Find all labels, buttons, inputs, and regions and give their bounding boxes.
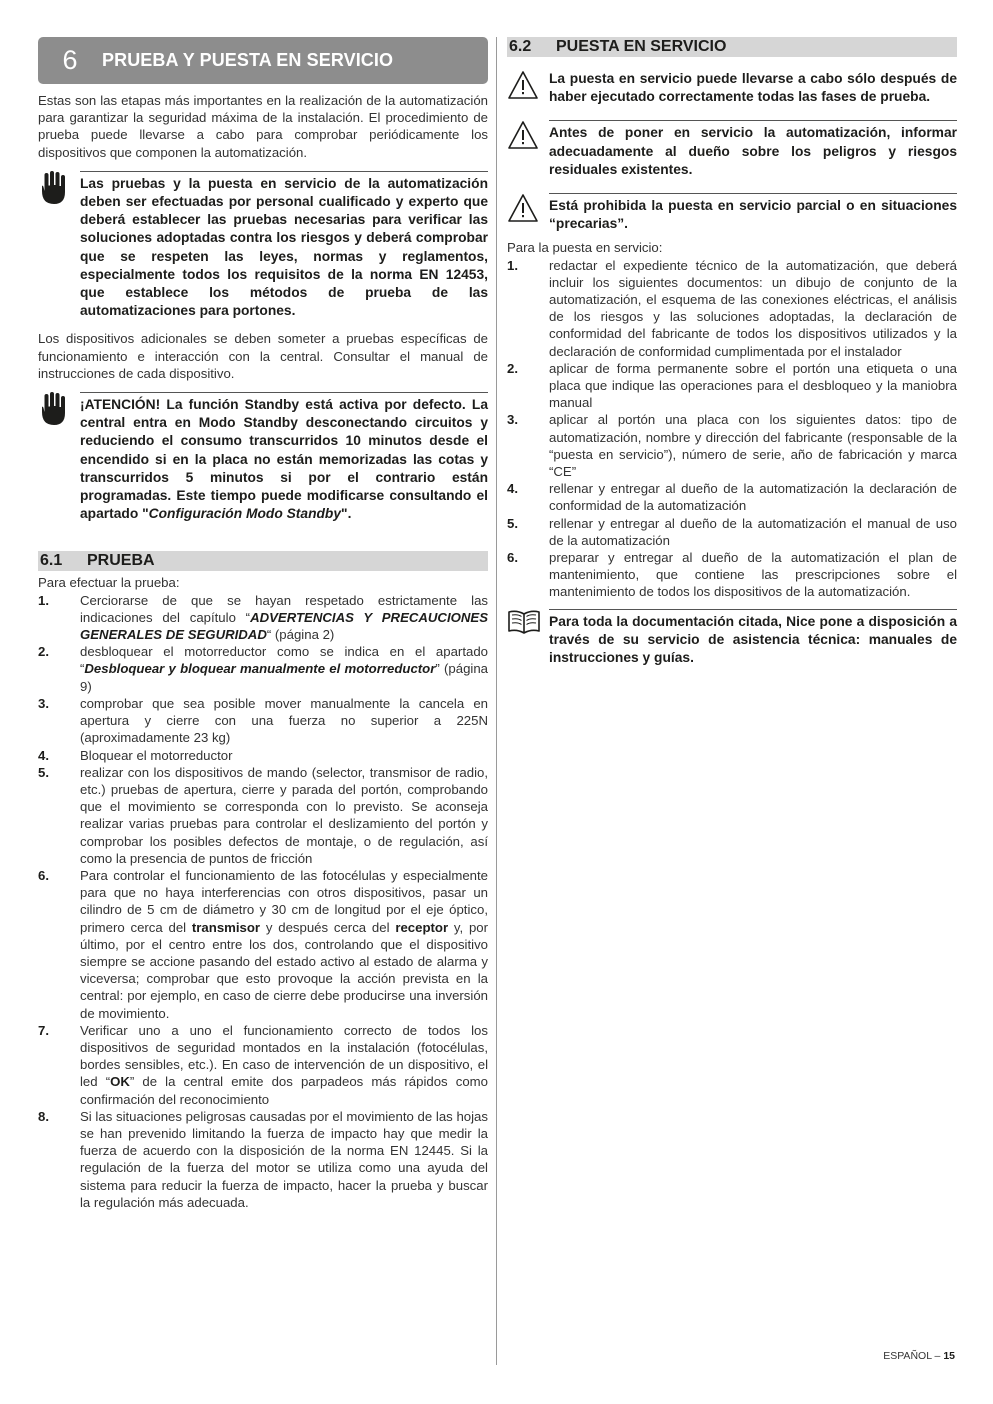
warning-notice [507, 193, 957, 233]
step-text [80, 867, 488, 1022]
commissioning-steps-list [507, 257, 957, 601]
step-text-part: desbloquear el motorreductor como se indica en el apartado “ [80, 644, 488, 677]
step-text: Bloquear el motorreductor [80, 747, 233, 763]
chapter-header [38, 37, 488, 84]
step-number: 7. [38, 1022, 49, 1038]
list-item [507, 515, 957, 549]
step-number: 1. [507, 257, 518, 273]
step-text-part: Cerciorarse de que se hayan respetado estrictamente las indicaciones del capítulo “ [80, 592, 488, 625]
book-notice-text: Para toda la documentación citada, Nice pone a disposición a través de su servicio de asistencia técnica: manuales de instrucciones y guías. [549, 609, 957, 668]
bold-term: OK [110, 1074, 130, 1090]
step-text: comprobar que sea posible mover manualmente la cancela en apertura y cierre con una fuerza no superior a 225N (aproximadamente 23 kg) [80, 695, 488, 746]
section-number: 6.2 [509, 38, 532, 55]
standby-text [80, 392, 488, 523]
warning-triangle-icon [507, 193, 549, 233]
step-text-part: “ (página 2) [266, 627, 335, 643]
list-item [38, 695, 488, 747]
hand-stop-icon [38, 171, 80, 321]
bold-term: receptor [395, 919, 449, 935]
book-notice [507, 609, 957, 668]
list-item [507, 257, 957, 360]
step-number: 3. [38, 695, 49, 711]
step-number: 6. [507, 550, 518, 566]
right-column [507, 37, 957, 667]
test-steps-list [38, 592, 488, 1211]
step-text: realizar con los dispositivos de mando (selector, transmisor de radio, etc.) pruebas de apertura, cierre y parada del portón, comprobando que el movimiento se corresponda con lo previsto. Se aconseja realizar varias pruebas para controlar el deslizamiento del portón y comprobar los posibles defectos de montaje, o de regulación, así como la presencia de puntos de fricción [80, 764, 488, 866]
open-book-icon [507, 609, 549, 668]
step-text-part: ” (página 9) [80, 661, 488, 694]
chapter-reference: ADVERTENCIAS Y PRECAUCIONES GENERALES DE SEGURIDAD [80, 609, 488, 643]
notice-text: Las pruebas y la puesta en servicio de la automatización deben ser efectuadas por personal cualificado y experto que deberá establecer las pruebas necesarias para verificar las soluciones adoptadas contra los riesgos y deberá comprobar que se respeten las leyes, normas y reglamentos, especialmente todos los requisitos de la norma EN 12453, que establece los métodos de prueba de las automatizaciones para portones. [80, 171, 488, 321]
step-text-part: Verificar uno a uno el funcionamiento correcto de todos los dispositivos de seguridad montados en la instalación (fotocélulas, bordes sensibles, etc.). En caso de intervención de un dispositivo, el led “ [80, 1022, 488, 1090]
column-divider [496, 37, 497, 1365]
warning-text: Está prohibida la puesta en servicio parcial o en situaciones “precarias”. [549, 193, 957, 233]
step-text: rellenar y entregar al dueño de la automatización el manual de uso de la automatización [549, 515, 957, 548]
step-text: aplicar al portón una placa con los siguientes datos: tipo de automatización, nombre y dirección del fabricante (responsable de la “puesta en servicio”), número de serie, año de fabricación y marca “CE” [549, 412, 957, 480]
intro-paragraph: Estas son las etapas más importantes en la realización de la automatización para garantizar la seguridad máxima de la instalación. El procedimiento de prueba puede llevarse a cabo para comprobar periódicamente los dispositivos que componen la automatización. [38, 93, 488, 160]
list-item [38, 867, 488, 1022]
step-text: redactar el expediente técnico de la automatización, que deberá incluir los siguientes documentos: un dibujo de conjunto de la automatización, el esquema de las conexiones eléctricas, el análisis de los riesgos y las soluciones adoptadas, la declaración de conformidad del fabricante de todos los dispositivos utilizados y la declaración de conformidad cumplimentada por el instalador [549, 257, 957, 359]
list-item [38, 1108, 488, 1211]
hand-notice [38, 171, 488, 321]
chapter-title: PRUEBA Y PUESTA EN SERVICIO [102, 50, 394, 70]
section-6-1-header [38, 551, 488, 571]
list-item [38, 1022, 488, 1108]
list-item [507, 360, 957, 412]
list-item [38, 747, 488, 764]
left-column [38, 37, 488, 1211]
bold-term: transmisor [191, 919, 261, 935]
step-text [80, 643, 488, 695]
section-title: PRUEBA [87, 552, 155, 570]
step-number: 3. [507, 412, 518, 428]
step-number: 4. [507, 481, 518, 497]
standby-end: ". [341, 506, 352, 522]
list-item [38, 592, 488, 644]
standby-body: ¡ATENCIÓN! La función Standby está activa por defecto. La central entra en Modo Standby desconectando circuitos y reduciendo el consumo transcurridos 10 minutos desde el encendido si en la placa no están memorizadas las cotas y transcurridos 5 minutos si por el contrario están programadas. Este tiempo puede modificarse consultando el apartado " [80, 397, 488, 522]
step-text-part: y después cerca del [260, 919, 396, 935]
footer-language: ESPAÑOL – [883, 1350, 944, 1362]
page-footer [883, 1350, 955, 1362]
warning-triangle-icon [507, 120, 549, 179]
page-number: 15 [943, 1350, 955, 1362]
standby-notice [38, 392, 488, 523]
step-number: 8. [38, 1108, 49, 1124]
chapter-number: 6 [62, 45, 78, 75]
list-item [38, 643, 488, 695]
hand-stop-icon [38, 392, 80, 523]
step-number: 2. [38, 644, 49, 660]
step-text [80, 592, 488, 644]
section-6-2-header [507, 37, 957, 57]
step-text: aplicar de forma permanente sobre el portón una etiqueta o una placa que indique las operaciones para el desbloqueo y la maniobra manual [549, 360, 957, 411]
section-lead: Para efectuar la prueba: [38, 575, 180, 591]
step-text-part: ” de la central emite dos parpadeos más rápidos como confirmación del reconocimiento [80, 1074, 488, 1107]
step-number: 1. [38, 592, 49, 608]
step-number: 4. [38, 747, 49, 763]
step-text-part: y, por último, por el centro entre los dos, controlando que el dispositivo siempre se accione pasando del estado activo al estado de alarma y viceversa; comprobar que esto provoque la acción prevista en la central: por ejemplo, en caso de cierre debe producirse una inversión de movimiento. [80, 919, 489, 1021]
step-number: 6. [38, 867, 49, 883]
section-number: 6.1 [40, 552, 63, 570]
step-number: 2. [507, 360, 518, 376]
list-item [507, 411, 957, 480]
list-item [38, 764, 488, 867]
warning-text: Antes de poner en servicio la automatización, informar adecuadamente al dueño sobre los peligros y riesgos residuales existentes. [549, 120, 957, 179]
standby-link-ref: Configuración Modo Standby [148, 506, 342, 522]
list-item [507, 480, 957, 514]
step-text: rellenar y entregar al dueño de la automatización la declaración de conformidad de la automatización [549, 481, 957, 514]
section-title: PUESTA EN SERVICIO [556, 38, 727, 55]
warning-triangle-icon [507, 70, 549, 106]
devices-paragraph: Los dispositivos adicionales se deben someter a pruebas específicas de funcionamiento e interacción con la central. Consultar el manual de instrucciones de cada dispositivo. [38, 331, 488, 381]
step-text [80, 1022, 488, 1108]
list-item [507, 549, 957, 601]
step-text: preparar y entregar al dueño de la automatización el plan de mantenimiento, que contiene las prescripciones sobre el mantenimiento de todos los dispositivos de la automatización. [549, 550, 957, 600]
step-text-part: Para controlar el funcionamiento de las fotocélulas y especialmente para que no haya interferencias con otros dispositivos, pasar un cilindro de 5 cm de diámetro y 30 cm de longitud por el eje óptico, primero cerca del [80, 867, 488, 935]
warning-notice [507, 120, 957, 179]
section-lead: Para la puesta en servicio: [507, 240, 663, 256]
warning-text: La puesta en servicio puede llevarse a cabo sólo después de haber ejecutado correctamente todas las fases de prueba. [549, 71, 957, 105]
section-reference: Desbloquear y bloquear manualmente el motorreductor [84, 661, 436, 677]
step-text: Si las situaciones peligrosas causadas por el movimiento de las hojas se han prevenido limitando la fuerza de impacto hay que medir la fuerza de acuerdo con la disposición de la norma EN 12445. Si la regulación de la fuerza del motor se utiliza como una ayuda del sistema para reducir la fuerza de impacto, hacer la prueba y buscar la regulación más adecuada. [80, 1108, 488, 1210]
step-number: 5. [38, 764, 49, 780]
warning-notice [507, 70, 957, 106]
step-number: 5. [507, 515, 518, 531]
